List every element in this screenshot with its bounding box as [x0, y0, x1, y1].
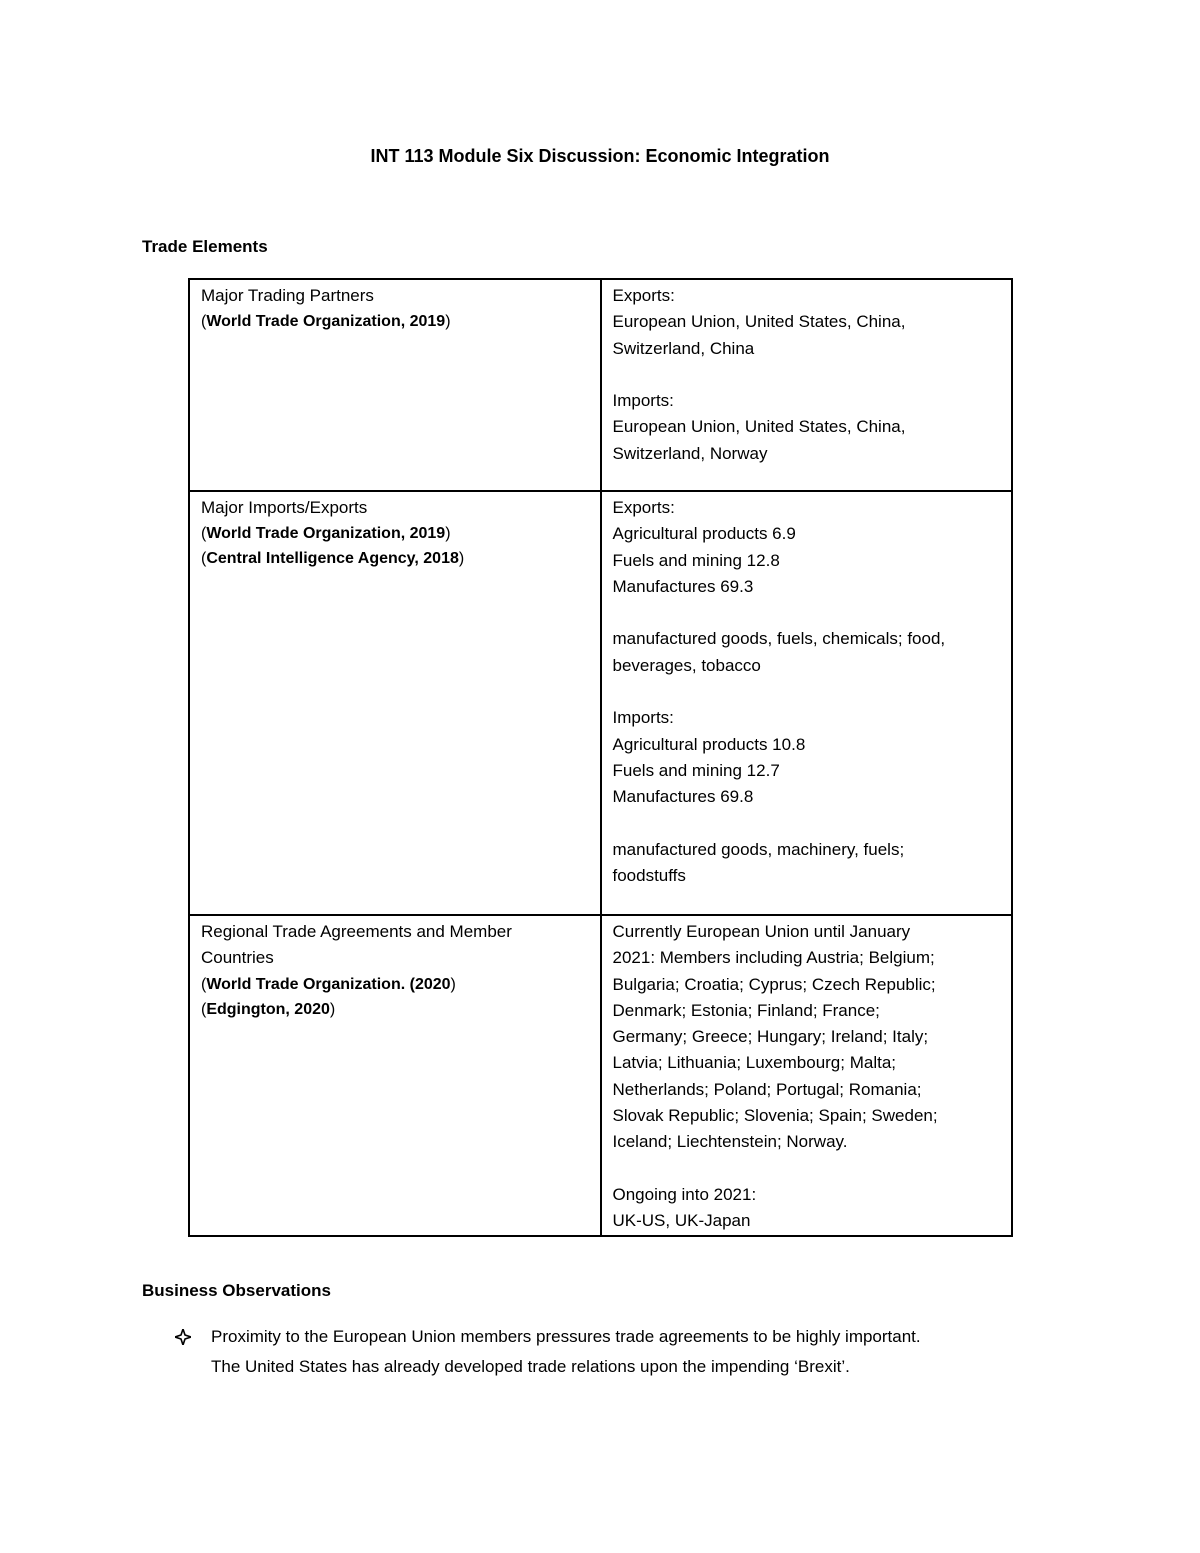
content-line: Agricultural products 6.9: [612, 524, 796, 544]
content-line: Currently European Union until January: [612, 922, 911, 941]
table-row: [189, 915, 1012, 1236]
content-line: Exports:: [612, 286, 675, 305]
row-content-cell: [601, 915, 1013, 1236]
content-line: Iceland; Liechtenstein; Norway.: [612, 1132, 848, 1152]
content-line: Slovak Republic; Slovenia; Spain; Sweden;: [612, 1106, 938, 1126]
citation: (World Trade Organization, 2019): [201, 313, 451, 331]
row-label: Major Imports/Exports: [201, 498, 368, 517]
trade-elements-heading: Trade Elements: [142, 237, 268, 256]
list-item: [175, 1322, 1075, 1382]
row-content-cell: [601, 279, 1013, 491]
content-line: 2021: Members including Austria; Belgium;: [612, 948, 935, 968]
citation: (World Trade Organization, 2019): [201, 525, 451, 543]
citation: (World Trade Organization. (2020): [201, 975, 456, 993]
business-observations-heading: Business Observations: [142, 1281, 331, 1300]
content-line: European Union, United States, China,: [612, 312, 906, 332]
content-line: Germany; Greece; Hungary; Ireland; Italy;: [612, 1027, 929, 1047]
content-line: Manufactures 69.8: [612, 787, 754, 807]
row-label-cell: [189, 279, 601, 491]
content-line: Latvia; Lithuania; Luxembourg; Malta;: [612, 1053, 897, 1073]
content-line: Ongoing into 2021:: [612, 1184, 757, 1204]
content-line: UK-US, UK-Japan: [612, 1211, 751, 1231]
content-line: Imports:: [612, 708, 674, 728]
citation: (Edgington, 2020): [201, 1000, 336, 1018]
content-line: manufactured goods, fuels, chemicals; food,: [612, 629, 946, 649]
content-line: manufactured goods, machinery, fuels;: [612, 839, 905, 859]
trade-elements-table: [188, 278, 1013, 1237]
content-line: Exports:: [612, 498, 675, 517]
content-line: Netherlands; Poland; Portugal; Romania;: [612, 1079, 922, 1099]
table-row: [189, 491, 1012, 915]
row-label: Regional Trade Agreements and Member: [201, 922, 512, 941]
bullet-line: The United States has already developed trade relations upon the impending ‘Brexit’.: [211, 1357, 850, 1376]
row-label: Countries: [201, 948, 274, 968]
content-line: Switzerland, Norway: [612, 443, 768, 463]
content-line: foodstuffs: [612, 866, 686, 886]
row-content-cell: [601, 491, 1013, 915]
content-line: Switzerland, China: [612, 338, 755, 358]
content-line: Fuels and mining 12.8: [612, 550, 780, 570]
content-line: Fuels and mining 12.7: [612, 760, 780, 780]
row-label: Major Trading Partners: [201, 286, 374, 305]
content-line: beverages, tobacco: [612, 655, 761, 675]
bullet-list: [175, 1322, 1075, 1382]
diamond-bullet-icon: [175, 1322, 197, 1355]
row-label-cell: [189, 491, 601, 915]
page-title: INT 113 Module Six Discussion: Economic Integration: [370, 146, 830, 166]
content-line: Imports:: [612, 391, 674, 411]
content-line: Denmark; Estonia; Finland; France;: [612, 1000, 880, 1020]
content-line: Bulgaria; Croatia; Cyprus; Czech Republic;: [612, 974, 936, 994]
row-label-cell: [189, 915, 601, 1236]
content-line: Agricultural products 10.8: [612, 734, 806, 754]
content-line: European Union, United States, China,: [612, 417, 906, 437]
table-row: [189, 279, 1012, 491]
content-line: Manufactures 69.3: [612, 576, 754, 596]
citation: (Central Intelligence Agency, 2018): [201, 550, 465, 568]
bullet-line: Proximity to the European Union members pressures trade agreements to be highly important.: [211, 1327, 921, 1346]
